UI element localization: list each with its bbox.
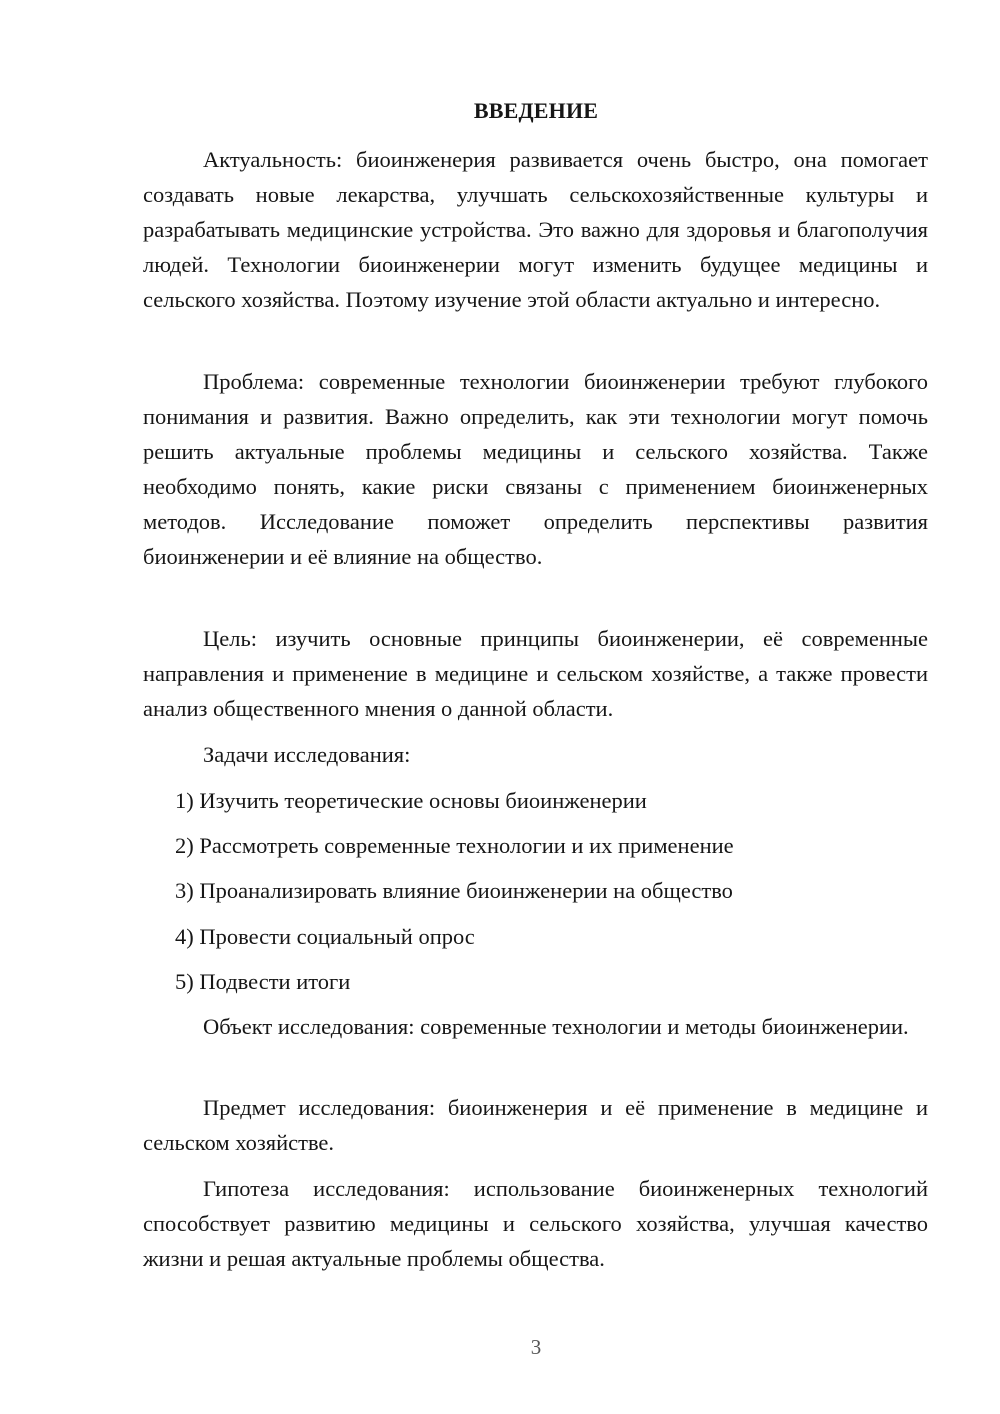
task-item-4: 4) Провести социальный опрос	[175, 924, 475, 949]
object-paragraph	[143, 1009, 928, 1044]
task-item-1: 1) Изучить теоретические основы биоинженерии	[175, 788, 647, 813]
task-item-5: 5) Подвести итоги	[175, 969, 351, 994]
problem-text: Проблема: современные технологии биоинженерии требуют глубокого понимания и развития. Важно определить, как эти технологии могут помочь решить актуальные проблемы медицины и сельского хозяйства. Также необходимо понять, какие риски связаны с применением биоинженерных методов. Исследование поможет определить перспективы развития биоинженерии и её влияние на общество.	[143, 369, 928, 569]
tasks-title: Задачи исследования:	[203, 742, 411, 767]
goal-paragraph	[143, 621, 928, 726]
relevance-text: Актуальность: биоинженерия развивается очень быстро, она помогает создавать новые лекарства, улучшать сельскохозяйственные культуры и разрабатывать медицинские устройства. Это важно для здоровья и благополучия людей. Технологии биоинженерии могут изменить будущее медицины и сельского хозяйства. Поэтому изучение этой области актуально и интересно.	[143, 147, 928, 312]
subject-paragraph	[143, 1090, 928, 1160]
goal-text: Цель: изучить основные принципы биоинженерии, её современные направления и применение в медицине и сельском хозяйстве, а также провести анализ общественного мнения о данной области.	[143, 626, 928, 721]
task-item-3: 3) Проанализировать влияние биоинженерии на общество	[175, 878, 733, 903]
hypothesis-paragraph	[143, 1171, 928, 1276]
task-item-2: 2) Рассмотреть современные технологии и их применение	[175, 833, 734, 858]
section-heading: ВВЕДЕНИЕ	[473, 98, 599, 123]
problem-paragraph	[143, 364, 928, 574]
hypothesis-text: Гипотеза исследования: использование биоинженерных технологий способствует развитию медицины и сельского хозяйства, улучшая качество жизни и решая актуальные проблемы общества.	[143, 1176, 928, 1271]
object-text: Объект исследования: современные технологии и методы биоинженерии.	[203, 1014, 909, 1039]
subject-text: Предмет исследования: биоинженерия и её применение в медицине и сельском хозяйстве.	[143, 1095, 928, 1155]
relevance-paragraph	[143, 142, 928, 317]
page-number: 3	[530, 1335, 542, 1359]
